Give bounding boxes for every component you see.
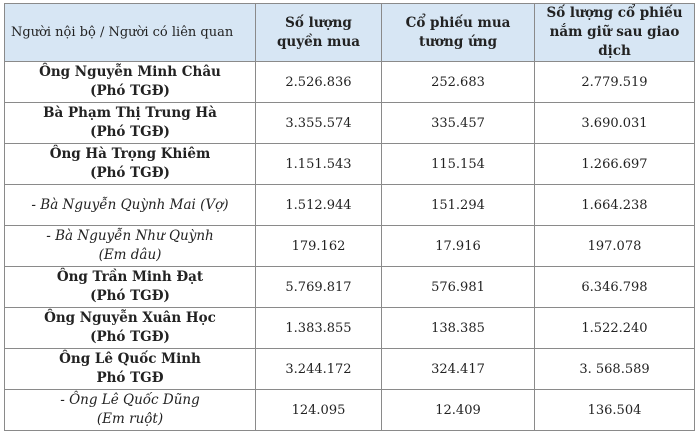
shares-bought-cell: 151.294	[382, 185, 535, 226]
header-insider: Người nội bộ / Người có liên quan	[5, 4, 256, 62]
insider-role: (Phó TGĐ)	[90, 329, 170, 345]
header-shares-after: Số lượng cổ phiếu nắm giữ sau giao dịch	[535, 4, 695, 62]
shares-after-cell: 136.504	[535, 390, 695, 431]
shares-after-cell: 1.664.238	[535, 185, 695, 226]
shares-bought-cell: 335.457	[382, 103, 535, 144]
insider-name-cell	[5, 349, 256, 390]
shares-after-cell: 2.779.519	[535, 62, 695, 103]
related-person-cell	[5, 226, 256, 267]
table-row	[5, 308, 695, 349]
rights-cell: 1.512.944	[256, 185, 382, 226]
insider-name-cell	[5, 267, 256, 308]
insider-role: (Phó TGĐ)	[90, 165, 170, 181]
shares-after-cell: 6.346.798	[535, 267, 695, 308]
table-row	[5, 144, 695, 185]
shares-after-cell: 197.078	[535, 226, 695, 267]
shares-after-cell: 3. 568.589	[535, 349, 695, 390]
insider-role: Phó TGĐ	[96, 370, 164, 386]
header-shares-bought: Cổ phiếu mua tương ứng	[382, 4, 535, 62]
table-row	[5, 185, 695, 226]
insider-name-cell	[5, 62, 256, 103]
shares-bought-cell: 115.154	[382, 144, 535, 185]
table-row	[5, 349, 695, 390]
insider-name: Ông Nguyễn Minh Châu	[39, 64, 221, 80]
related-person-relation: (Em ruột)	[96, 411, 164, 427]
shares-bought-cell: 324.417	[382, 349, 535, 390]
rights-cell: 1.383.855	[256, 308, 382, 349]
insider-name: Bà Phạm Thị Trung Hà	[43, 105, 217, 121]
insider-name: Ông Trần Minh Đạt	[56, 269, 204, 285]
table-row	[5, 62, 695, 103]
related-person-cell	[5, 185, 256, 226]
rights-cell: 5.769.817	[256, 267, 382, 308]
rights-cell: 3.355.574	[256, 103, 382, 144]
insider-name: Ông Nguyễn Xuân Học	[44, 310, 216, 326]
insider-role: (Phó TGĐ)	[90, 124, 170, 140]
rights-cell: 179.162	[256, 226, 382, 267]
table-row	[5, 267, 695, 308]
insider-name: Ông Lê Quốc Minh	[59, 351, 201, 367]
related-person-cell	[5, 390, 256, 431]
rights-cell: 2.526.836	[256, 62, 382, 103]
shares-bought-cell: 17.916	[382, 226, 535, 267]
shares-after-cell: 1.522.240	[535, 308, 695, 349]
shares-bought-cell: 138.385	[382, 308, 535, 349]
rights-cell: 1.151.543	[256, 144, 382, 185]
shares-bought-cell: 12.409	[382, 390, 535, 431]
table-row	[5, 103, 695, 144]
shares-bought-cell: 252.683	[382, 62, 535, 103]
table-header-row	[5, 4, 695, 62]
shares-bought-cell: 576.981	[382, 267, 535, 308]
table-row	[5, 390, 695, 431]
insider-name-cell	[5, 144, 256, 185]
table-row	[5, 226, 695, 267]
insider-role: (Phó TGĐ)	[90, 288, 170, 304]
insider-name-cell	[5, 308, 256, 349]
insider-role: (Phó TGĐ)	[90, 83, 170, 99]
shares-after-cell: 3.690.031	[535, 103, 695, 144]
related-person-relation: (Em dâu)	[98, 247, 162, 263]
related-person-name: - Bà Nguyễn Như Quỳnh	[46, 228, 214, 244]
header-rights: Số lượng quyền mua	[256, 4, 382, 62]
insider-transactions-table	[4, 3, 695, 431]
insider-name: Ông Hà Trọng Khiêm	[49, 146, 211, 162]
shares-after-cell: 1.266.697	[535, 144, 695, 185]
related-person-name: - Ông Lê Quốc Dũng	[60, 392, 200, 408]
rights-cell: 3.244.172	[256, 349, 382, 390]
related-person-name: - Bà Nguyễn Quỳnh Mai (Vợ)	[31, 196, 229, 213]
insider-name-cell	[5, 103, 256, 144]
rights-cell: 124.095	[256, 390, 382, 431]
